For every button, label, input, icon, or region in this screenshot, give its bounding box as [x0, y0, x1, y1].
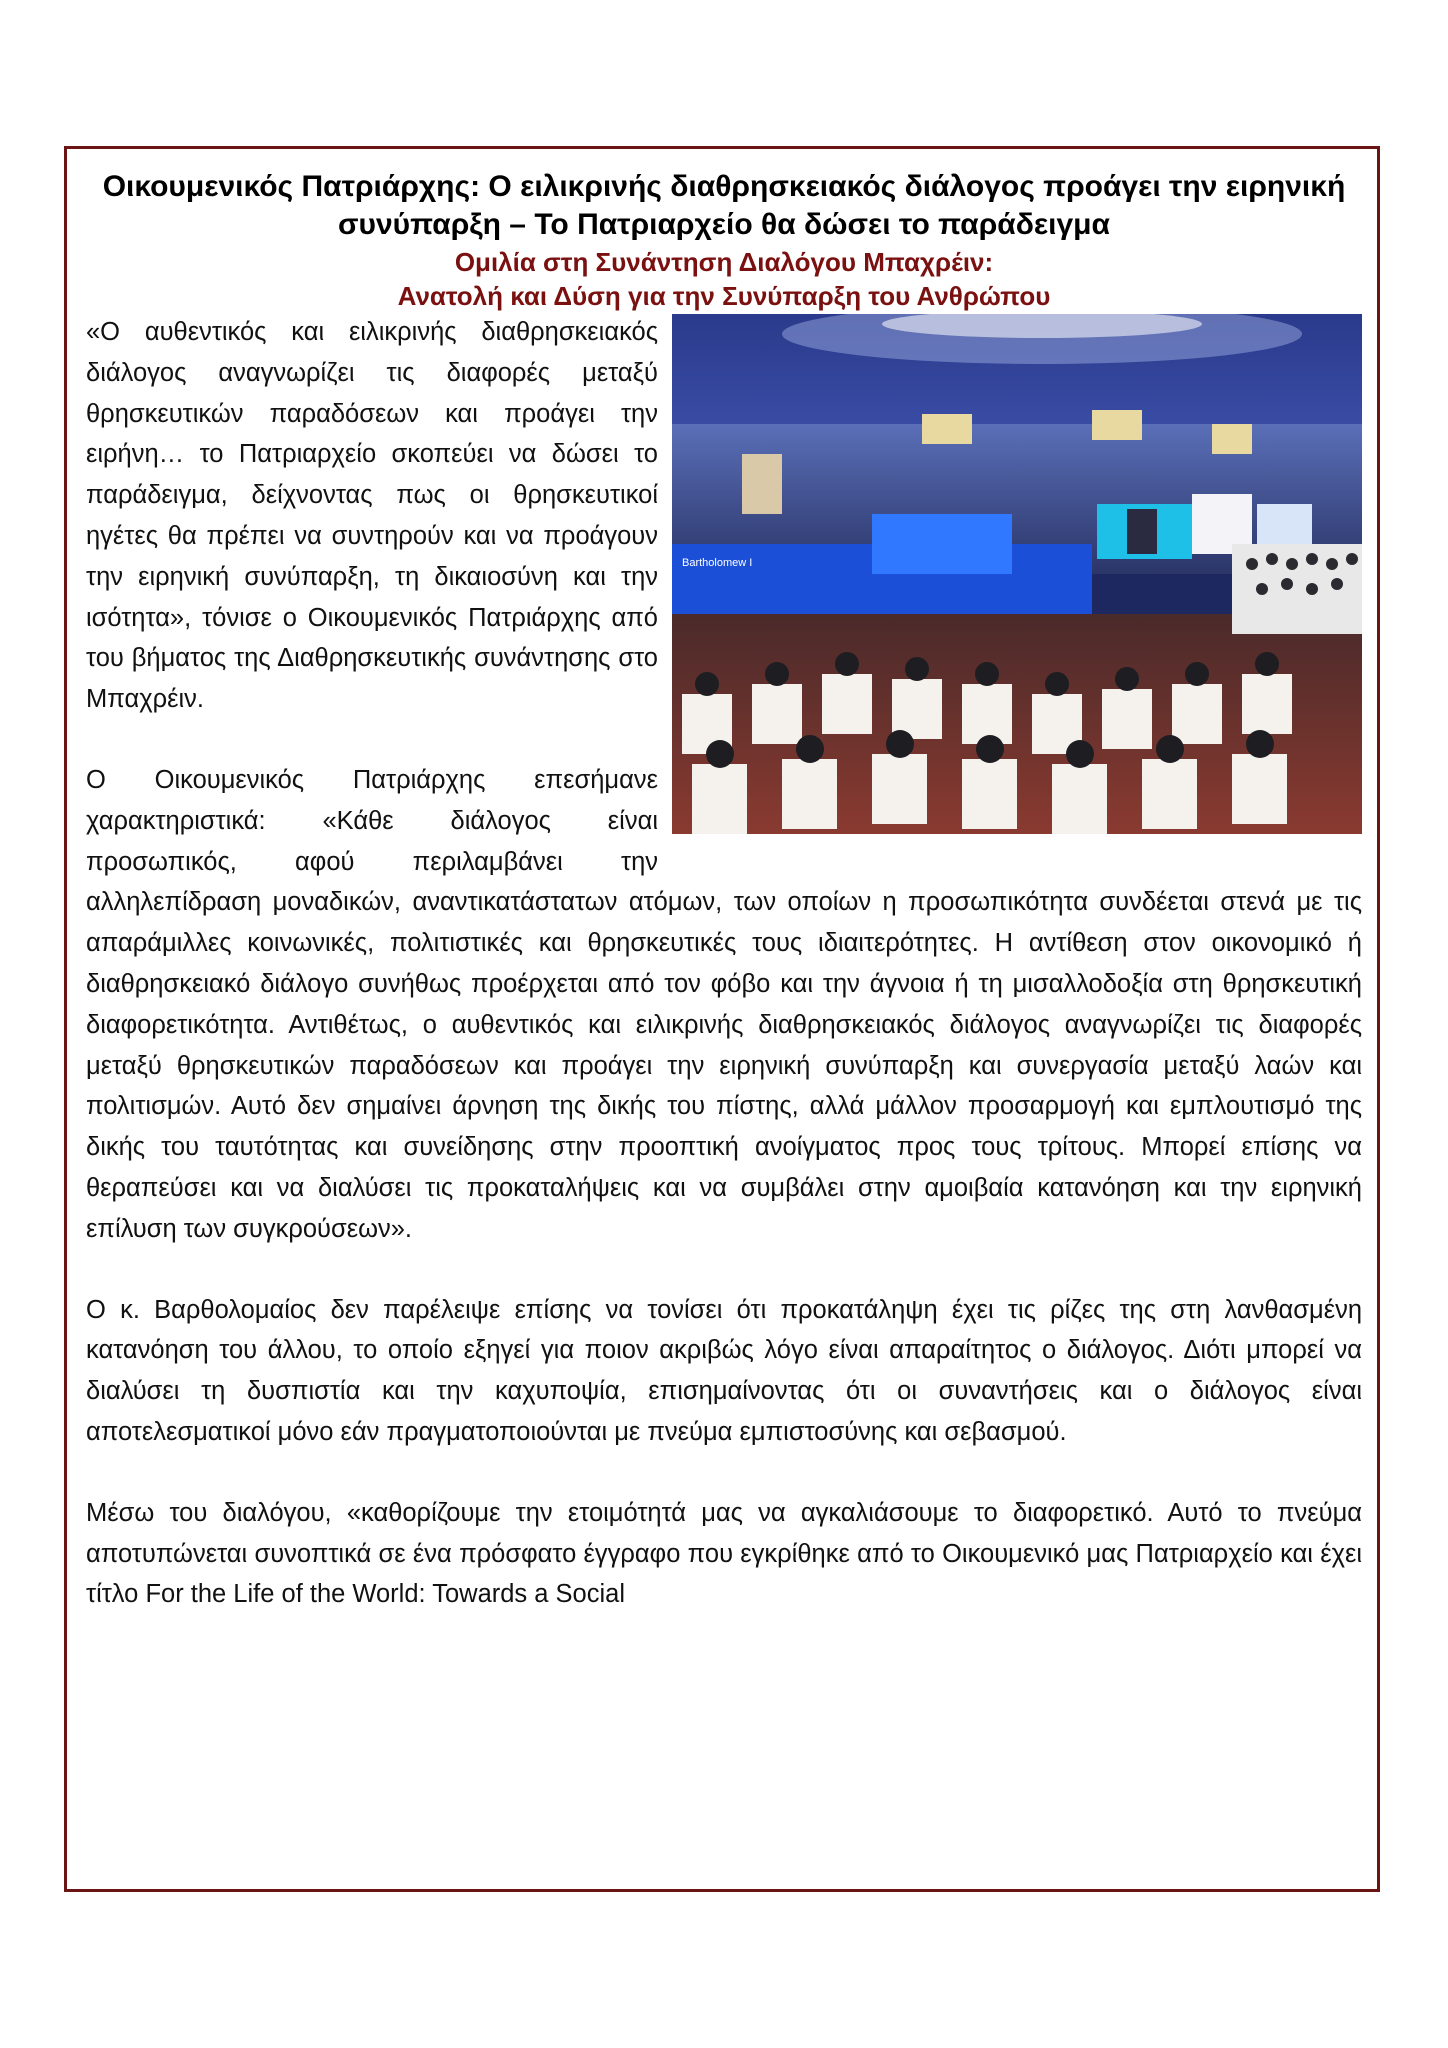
conference-hall-photo: [672, 314, 1362, 834]
article-subtitle-line1: Ομιλία στη Συνάντηση Διαλόγου Μπαχρέιν:: [454, 247, 994, 277]
article-title: Οικουμενικός Πατριάρχης: Ο ειλικρινής διαθρησκειακός διάλογος προάγει την ειρηνική συνύπαρξη – Το Πατριαρχείο θα δώσει το παράδειγμα: [102, 170, 1346, 241]
paragraph-3: Ο κ. Βαρθολομαίος δεν παρέλειψε επίσης να τονίσει ότι προκατάληψη έχει τις ρίζες της στη λανθασμένη κατανόηση του άλλου, το οποίο εξηγεί για ποιον ακριβώς λόγο είναι απαραίτητος ο διάλογος. Διότι μπορεί να διαλύσει τη δυσπιστία και την καχυποψία, επισημαίνοντας ότι οι συναντήσεις και ο διάλογος είναι αποτελεσματικοί μόνο εάν πραγματοποιούνται με πνεύμα εμπιστοσύνης και σεβασμού.: [86, 1295, 1362, 1446]
paragraph-4: Μέσω του διαλόγου, «καθορίζουμε την ετοιμότητά μας να αγκαλιάσουμε το διαφορετικό. Αυτό το πνεύμα αποτυπώνεται συνοπτικά σε ένα πρόσφατο έγγραφο που εγκρίθηκε από το Οικουμενικό μας Πατριαρχείο και έχει τίτλο For the Life of the World: Towards a Social: [86, 1498, 1362, 1609]
article-content: [86, 168, 1362, 1878]
svg-text:Bartholomew I: Bartholomew I: [682, 557, 753, 569]
paragraph-1: «Ο αυθεντικός και ειλικρινής διαθρησκειακός διάλογος αναγνωρίζει τις διαφορές μεταξύ θρησκευτικών παραδόσεων και προάγει την ειρήνη… το Πατριαρχείο σκοπεύει να δώσει το παράδειγμα, δείχνοντας πως οι θρησκευτικοί ηγέτες θα πρέπει να συντηρούν και να προάγουν την ειρηνική συνύπαρξη, τη δικαιοσύνη και την ισότητα», τόνισε ο Οικουμενικός Πατριάρχης από του βήματος της Διαθρησκευτικής συνάντησης στο Μπαχρέιν.: [86, 318, 658, 714]
article-subtitle-line2: Ανατολή και Δύση για την Συνύπαρξη του Ανθρώπου: [397, 281, 1051, 311]
paragraph-2: Ο Οικουμενικός Πατριάρχης επεσήμανε χαρακτηριστικά: «Κάθε διάλογος είναι προσωπικός, αφού περιλαμβάνει την αλληλεπίδραση μοναδικών, αναντικατάστατων ατόμων, των οποίων η προσωπικότητα συνδέεται στενά με τις απαράμιλλες κοινωνικές, πολιτιστικές και θρησκευτικές τους ιδιαιτερότητες. Η αντίθεση στον οικονομικό ή διαθρησκειακό διάλογο συνήθως προέρχεται από τον φόβο και την άγνοια ή τη μισαλλοδοξία στη θρησκευτική διαφορετικότητα. Αντιθέτως, ο αυθεντικός και ειλικρινής διαθρησκειακός διάλογος αναγνωρίζει τις διαφορές μεταξύ θρησκευτικών παραδόσεων και προάγει την ειρηνική συνύπαρξη και συνεργασία μεταξύ λαών και πολιτισμών. Αυτό δεν σημαίνει άρνηση της δικής του πίστης, αλλά μάλλον προσαρμογή και εμπλουτισμό της δικής του ταυτότητας και συνείδησης στην προοπτική ανοίγματος προς τους τρίτους. Μπορεί επίσης να θεραπεύσει και να διαλύσει τις προκαταλήψεις και να συμβάλει στην αμοιβαία κατανόηση και την ειρηνική επίλυση των συγκρούσεων».: [86, 765, 1362, 1243]
